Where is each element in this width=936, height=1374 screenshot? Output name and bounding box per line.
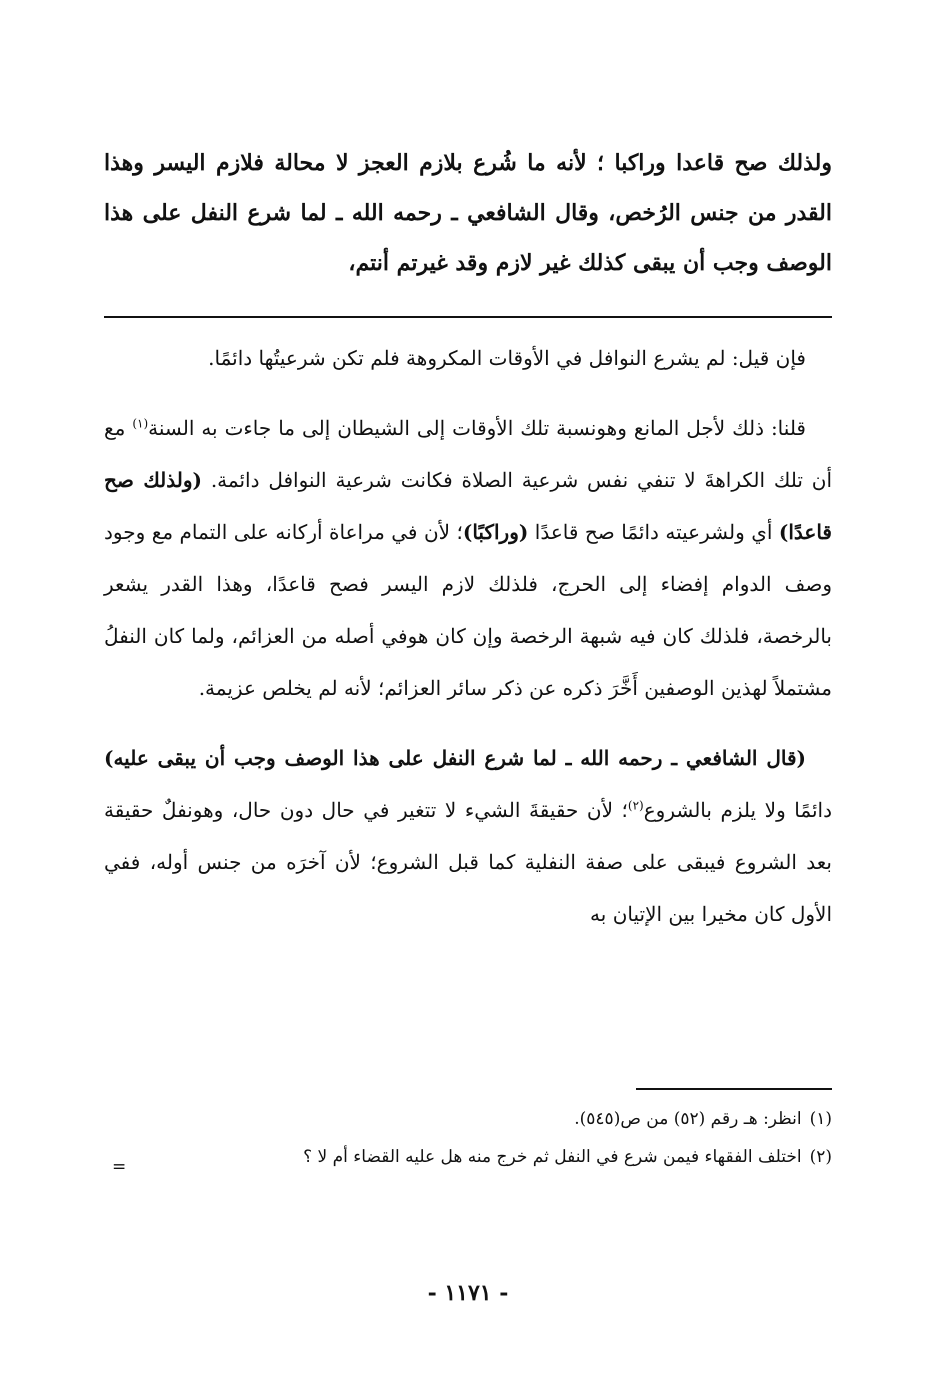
footnote-2 bbox=[104, 1138, 832, 1176]
matn-separator-line bbox=[104, 316, 832, 318]
sharh-paragraph-1: فإن قيل: لم يشرع النوافل في الأوقات المكروهة فلم تكن شرعيتُها دائمًا. bbox=[208, 346, 806, 370]
sharh-paragraph-2 bbox=[104, 402, 832, 714]
sharh-p3-text-b: ؛ لأن حقيقةَ الشيء لا تتغير في حال دون حال، وهونفلٌ حقيقة بعد الشروع فيبقى على صفة النفلية كما قبل الشروع؛ لأن آخرَه من جنس أوله، ففي الأول كان مخيرا بين الإتيان به bbox=[104, 798, 832, 926]
page-number: - ١١٧١ - bbox=[427, 1280, 509, 1306]
sharh-p2-text-c: أي ولشرعيته دائمًا صح قاعدًا bbox=[528, 520, 779, 544]
sharh-p3-text-a: دائمًا ولا يلزم بالشروع bbox=[643, 798, 832, 822]
footnote-continuation-mark: = bbox=[112, 1157, 127, 1177]
sharh-paragraph-3 bbox=[104, 732, 832, 940]
sharh-p2-text-a: قلنا: ذلك لأجل المانع وهونسبة تلك الأوقات إلى الشيطان إلى ما جاءت به السنة bbox=[148, 416, 806, 440]
sharh-quoted-matn-1: (ولذلك صح قاعدًا) bbox=[104, 468, 832, 544]
sharh-commentary-block bbox=[104, 332, 832, 940]
sharh-p2-text-b: مع أن تلك الكراهةَ لا تنفي نفس شرعية الصلاة فكانت شرعية النوافل دائمة. bbox=[104, 416, 832, 492]
footnote-ref-1: (١) bbox=[132, 416, 149, 431]
footnote-ref-2: (٢) bbox=[627, 798, 644, 813]
sharh-quoted-matn-3: (قال الشافعي ـ رحمه الله ـ لما شرع النفل على هذا الوصف وجب أن يبقى عليه) bbox=[104, 746, 806, 770]
matn-text-block bbox=[104, 138, 832, 288]
sharh-p2-text-d: ؛ لأن في مراعاة أركانه على التمام مع وجود وصف الدوام إفضاء إلى الحرج، فلذلك لازم اليسر فصح قاعدًا، وهذا القدر يشعر بالرخصة، فلذلك كان فيه شبهة الرخصة وإن كان هوفي أصله من العزائم، ولما كان النفلُ مشتملاً لهذين الوصفين أَخَّرَ ذكره عن ذكر سائر العزائم؛ لأنه لم يخلص عزيمة. bbox=[104, 520, 832, 700]
matn-paragraph: ولذلك صح قاعدا وراكبا ؛ لأنه ما شُرع بلازم العجز لا محالة فلازم اليسر وهذا القدر من جنس الرُخص، وقال الشافعي ـ رحمه الله ـ لما شرع النفل على هذا الوصف وجب أن يبقى كذلك غير لازم وقد غيرتم أنتم، bbox=[104, 150, 832, 276]
sharh-quoted-matn-2: (وراكبًا) bbox=[462, 520, 529, 544]
footnotes-block bbox=[104, 1100, 832, 1176]
footnote-1-text: انظر: هـ رقم (٥٢) من ص(٥٤٥). bbox=[574, 1109, 802, 1129]
footnote-1-number: (١) bbox=[809, 1109, 832, 1129]
footnote-1 bbox=[104, 1100, 832, 1138]
footnote-2-number: (٢) bbox=[809, 1147, 832, 1167]
footnote-2-text: اختلف الفقهاء فيمن شرع في النفل ثم خرج منه هل عليه القضاء أم لا ؟ bbox=[303, 1147, 802, 1167]
footnote-separator-line bbox=[636, 1088, 832, 1090]
